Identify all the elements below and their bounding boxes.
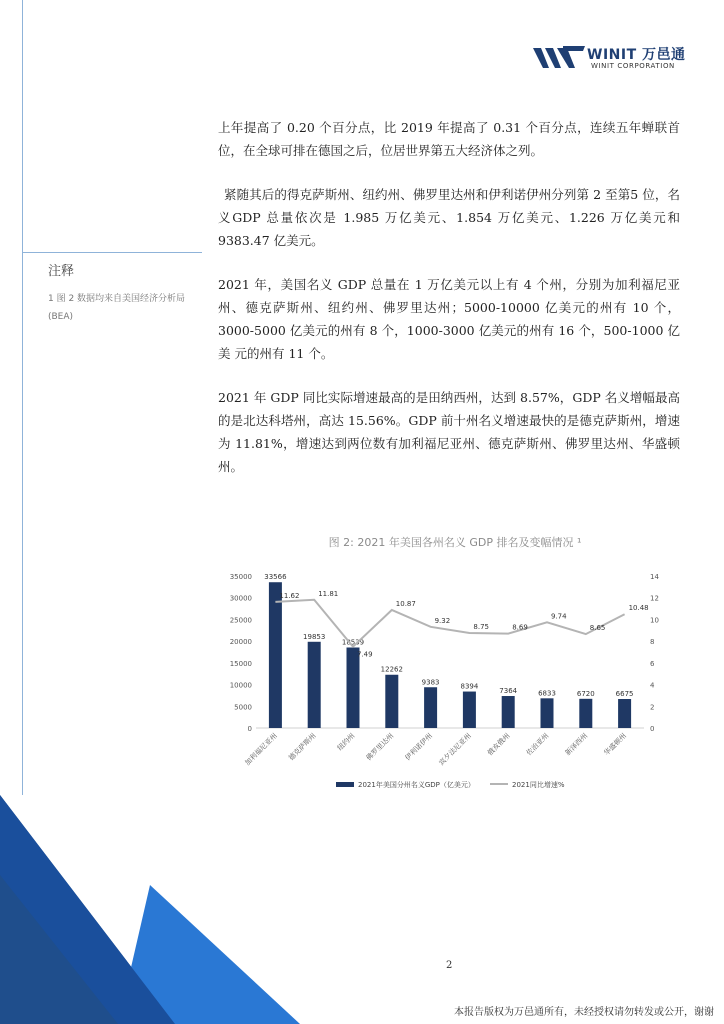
bar [502,696,515,728]
y-right-tick-label: 4 [650,681,655,690]
category-tick-label: 德克萨斯州 [287,731,318,763]
line-value-label: 11.62 [279,591,300,600]
paragraph-3: 2021 年，美国名义 GDP 总量在 1 万亿美元以上有 4 个州，分别为加利福尼亚州、德克萨斯州、纽约州、佛罗里达州；5000-10000 亿美元的州有 10 个，3000-5000 亿美元的州有 8 个，1000-3000 亿美元的州有 16 个，500-1000 亿美 元的州有 11 个。 [218,277,680,361]
decorative-triangles [0,795,300,1024]
frame-line-vertical [22,0,23,795]
category-tick-label: 佐治亚州 [524,731,551,758]
paragraph-2: 紧随其后的得克萨斯州、纽约州、佛罗里达州和伊利诺伊州分列第 2 至第5 位，名义GDP 总量依次是 1.985 万亿美元、1.854 万亿美元、1.226 万亿美元和 9383.47 亿美元。 [218,187,680,248]
bar-value-label: 8394 [460,682,479,691]
category-tick-label: 纽约州 [335,731,357,753]
bar [424,687,437,728]
sidebar-title: 注释 [48,264,75,279]
bar-value-label: 19853 [303,632,326,641]
bar [541,698,554,728]
line-value-label: 8.75 [473,623,489,631]
line-value-label: 9.74 [551,612,567,621]
y-right-tick-label: 8 [650,638,655,647]
bar-value-label: 6833 [538,689,556,698]
line-value-label: 8.69 [512,623,528,632]
copyright-notice: 本报告版权为万邑通所有，未经授权请勿转发或公开，谢谢 [454,1007,714,1018]
legend-bar-label: 2021年美国分州名义GDP（亿美元） [358,781,475,789]
logo-subtitle: WINIT CORPORATION [591,62,675,70]
category-tick-label: 俄亥俄州 [486,731,512,758]
line-value-label: 8.65 [589,624,606,633]
bar [269,582,282,728]
bar-value-label: 12262 [380,665,403,674]
line-value-label: 10.87 [395,599,416,608]
figure-caption: 图 2: 2021 年美国各州名义 GDP 排名及变幅情况 ¹ [328,536,582,549]
winit-logo-icon [533,42,585,72]
category-tick-label: 新泽西州 [563,731,590,758]
y-left-tick-label: 10000 [229,681,252,690]
y-right-tick-label: 12 [650,594,659,603]
bar [308,642,321,728]
y-right-tick-label: 14 [650,573,659,581]
category-tick-label: 佛罗里达州 [364,731,396,763]
bar [463,692,476,728]
sidebar-note: 1 图 2 数据均来自美国经济分析局(BEA) [48,294,186,322]
y-left-tick-label: 25000 [229,616,252,625]
page-number: 2 [446,960,453,971]
legend-bar-swatch [336,782,354,787]
frame-line-horizontal [22,252,202,253]
bar-value-label: 6675 [615,690,634,699]
y-left-tick-label: 15000 [229,659,252,668]
bar-value-label: 18539 [341,638,365,647]
y-right-tick-label: 0 [650,725,655,733]
logo-text: WINIT 万邑通 [587,47,686,63]
category-tick-label: 伊利诺伊州 [403,731,435,763]
y-right-tick-label: 2 [650,703,655,712]
bar-value-label: 9383 [421,678,440,687]
bar [347,647,360,728]
line-value-label: 11.81 [318,589,339,598]
legend-line-label: 2021同比增速% [512,781,565,789]
bar [579,699,592,728]
category-tick-label: 加利福尼亚州 [243,731,279,768]
y-left-tick-label: 0 [247,725,252,733]
category-tick-label: 宾夕法尼亚州 [437,731,473,768]
bar [385,675,398,728]
line-value-label: 7.49 [357,650,373,659]
category-tick-label: 华盛顿州 [602,731,629,758]
gdp-chart [228,568,684,808]
body-text [218,116,680,499]
y-left-tick-label: 20000 [229,638,252,647]
paragraph-1: 上年提高了 0.20 个百分点，比 2019 年提高了 0.31 个百分点，连续五年蝉联首位，在全球可排在德国之后，位居世界第五大经济体之列。 [218,120,680,158]
company-logo [533,42,686,74]
bar-value-label: 7364 [499,687,518,696]
line-value-label: 9.32 [434,616,451,625]
y-right-tick-label: 10 [650,616,659,625]
line-value-label: 10.48 [628,604,649,613]
y-right-tick-label: 6 [650,659,655,668]
paragraph-4: 2021 年 GDP 同比实际增速最高的是田纳西州，达到 8.57%，GDP 名义增幅最高的是北达科塔州，高达 15.56%。GDP 前十州名义增速最快的是德克萨斯州，增速为 11.81%，增速达到两位数有加利福尼亚州、德克萨斯州、佛罗里达州、华盛顿州。 [218,390,680,474]
y-left-tick-label: 30000 [229,594,252,603]
bar [618,699,631,728]
bar-value-label: 33566 [264,573,287,582]
y-left-tick-label: 35000 [229,573,252,581]
y-left-tick-label: 5000 [234,703,252,712]
bar-value-label: 6720 [576,689,595,698]
